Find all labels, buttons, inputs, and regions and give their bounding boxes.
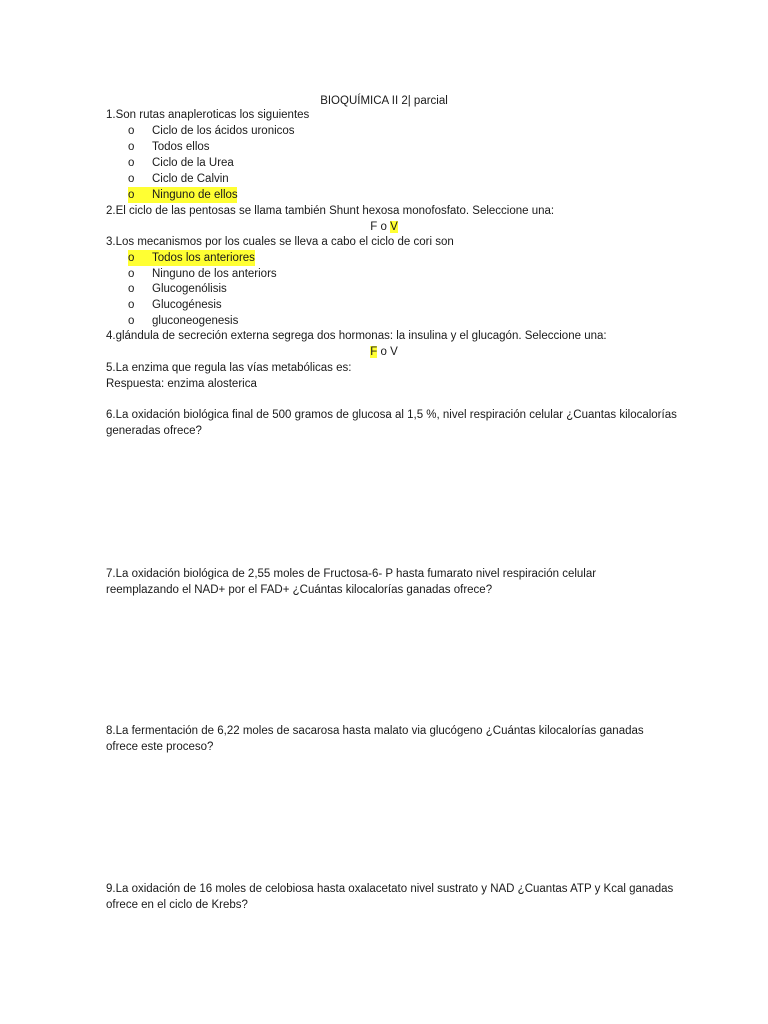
bullet: o [128,268,135,280]
question-5-answer: Respuesta: enzima alosterica [106,378,257,390]
question-1-text: 1.Son rutas anapleroticas los siguientes [106,109,310,121]
question-1-option [128,155,268,171]
question-1-option [128,171,268,187]
bullet: o [128,315,135,327]
bullet: o [128,141,135,153]
question-8-text-continued: ofrece este proceso? [106,741,214,753]
question-9-text: 9.La oxidación de 16 moles de celobiosa hasta oxalacetato nivel sustrato y NAD ¿Cuantas ATP y Kcal ganadas [106,883,674,895]
question-1-option [128,139,268,155]
question-7-text-continued: reemplazando el NAD+ por el FAD+ ¿Cuántas kilocalorías ganadas ofrece? [106,584,493,596]
question-6-text-continued: generadas ofrece? [106,425,202,437]
highlight-mark [128,250,255,266]
bullet: o [128,173,135,185]
document-title: BIOQUÍMICA II 2| parcial [320,95,448,107]
answer-separator: o [377,346,391,358]
question-9-text-continued: ofrece en el ciclo de Krebs? [106,899,248,911]
highlight-mark [128,187,237,203]
answer-separator: o [377,221,391,233]
option-label: gluconeogenesis [152,315,239,327]
option-label: Glucogenólisis [152,283,227,295]
question-1-option [128,123,295,139]
option-label: Glucogénesis [152,299,222,311]
option-label: Ninguno de ellos [152,189,238,201]
question-8-text: 8.La fermentación de 6,22 moles de sacarosa hasta malato via glucógeno ¿Cuántas kilocalorías ganadas [106,725,644,737]
option-label: Todos ellos [152,141,210,153]
question-7-text: 7.La oxidación biológica de 2,55 moles de Fructosa-6- P hasta fumarato nivel respiración celular [106,568,597,580]
question-6-text: 6.La oxidación biológica final de 500 gramos de glucosa al 1,5 %, nivel respiración celular ¿Cuantas kilocalorías [106,409,677,421]
question-2-text: 2.El ciclo de las pentosas se llama también Shunt hexosa monofosfato. Seleccione una: [106,205,555,217]
question-5-text: 5.La enzima que regula las vías metabólicas es: [106,362,352,374]
option-label: Ciclo de Calvin [152,173,229,185]
question-4-answer [0,344,768,360]
bullet: o [128,157,135,169]
question-3-option [128,313,268,329]
option-label: Ciclo de los ácidos uronicos [152,125,295,137]
option-label: Todos los anteriores [152,252,255,264]
option-label: Ciclo de la Urea [152,157,234,169]
bullet: o [128,189,135,201]
question-3-option [128,266,277,282]
question-3-option [128,281,268,297]
bullet: o [128,125,135,137]
bullet: o [128,299,135,311]
answer-false-highlighted: F [370,346,378,358]
question-3-option [128,297,268,313]
bullet: o [128,252,135,264]
question-3-text: 3.Los mecanismos por los cuales se lleva a cabo el ciclo de cori son [106,236,454,248]
option-label: Ninguno de los anteriors [152,268,277,280]
bullet: o [128,283,135,295]
question-1-option-highlighted [128,187,268,203]
answer-true: V [390,346,398,358]
answer-true-highlighted: V [390,221,398,233]
answer-false: F [370,221,378,233]
question-4-text: 4.glándula de secreción externa segrega dos hormonas: la insulina y el glucagón. Seleccione una: [106,330,607,342]
question-3-option-highlighted [128,250,268,266]
question-2-answer [0,219,768,235]
